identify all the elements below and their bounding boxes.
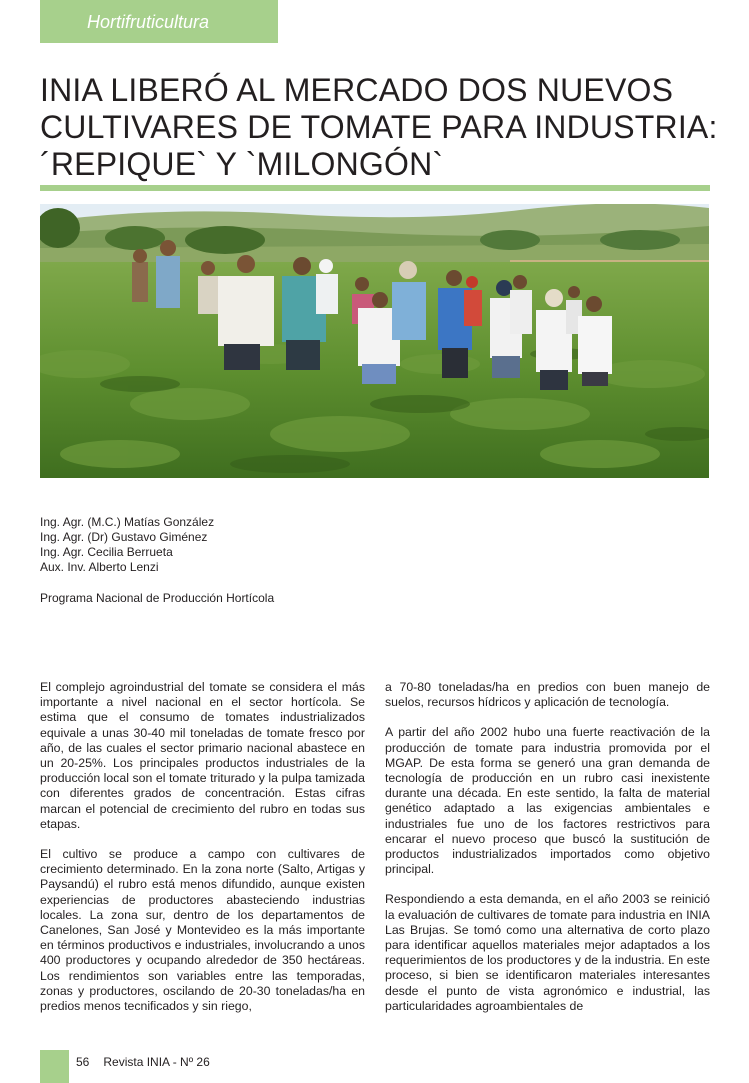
section-tab <box>40 0 278 43</box>
paragraph: El cultivo se produce a campo con cultivares de crecimiento determinado. En la zona norte (Salto, Artigas y Paysandú) el rubro está menos difundido, aunque existen experiencias de productores abasteciendo industrias locales. La zona sur, dentro de los departamentos de Canelones, San José y Montevideo es la más importante en términos productivos e industriales, involucrando a unos 400 productores y ocupando alrededor de 350 hectáreas. Los rendimientos son variables entre las temporadas, zonas y productores, oscilando de 20-30 toneladas/ha en predios menos tecnificados y sin riego, <box>40 847 365 1014</box>
article-photo <box>40 204 709 478</box>
paragraph: a 70-80 toneladas/ha en predios con buen manejo de suelos, recursos hídricos y aplicación de tecnología. <box>385 680 710 710</box>
title-line: CULTIVARES DE TOMATE PARA INDUSTRIA: <box>40 109 718 145</box>
body-column-right <box>385 680 710 1029</box>
author: Ing. Agr. (Dr) Gustavo Giménez <box>40 530 208 544</box>
paragraph: El complejo agroindustrial del tomate se considera el más importante a nivel nacional en el sector hortícola. Se estima que el consumo de tomates industrializados equivale a unas 30-40 mil toneladas de tomate fresco por año, de las cuales el sector primario nacional abastece en un 20-25%. Los principales productos industriales de la producción local son el tomate triturado y la pulpa tamizada con diferentes grados de concentración. Estas cifras marcan el potencial de crecimiento del rubro en todas sus etapas. <box>40 680 365 831</box>
author: Ing. Agr. Cecilia Berrueta <box>40 545 173 559</box>
page-number: 56 <box>76 1055 90 1069</box>
title-line: INIA LIBERÓ AL MERCADO DOS NUEVOS <box>40 72 674 108</box>
paragraph: A partir del año 2002 hubo una fuerte reactivación de la producción de tomate para industria promovida por el MGAP. De esta forma se generó una gran demanda de tecnología de producción en un rubro casi inexistente durante una década. En este sentido, la falta de material genético adaptado a las exigencias ambientales e industriales fue uno de los factores restrictivos para encarar el nuevo proceso que buscó la sustitución de productos industrializados importados como objetivo principal. <box>385 725 710 877</box>
author-list <box>40 515 214 575</box>
page-footer <box>76 1055 210 1069</box>
title-divider <box>40 185 710 191</box>
author: Aux. Inv. Alberto Lenzi <box>40 560 159 574</box>
paragraph: Respondiendo a esta demanda, en el año 2003 se reinició la evaluación de cultivares de tomate para industria en INIA Las Brujas. Se tomó como una alternativa de corto plazo para identificar aquellos materiales mejor adaptados a los requerimientos de los productores y de la industria. En este proceso, si bien se identificaron materiales interesantes desde el punto de vista agronómico e industrial, las particularidades agroambientales de <box>385 892 710 1013</box>
section-label: Hortifruticultura <box>87 12 210 32</box>
publication-name: Revista INIA - Nº 26 <box>103 1055 210 1069</box>
author: Ing. Agr. (M.C.) Matías González <box>40 515 215 529</box>
footer-tab <box>40 1050 69 1083</box>
body-column-left <box>40 680 365 1029</box>
title-line: ´REPIQUE` Y `MILONGÓN` <box>40 146 444 182</box>
program-name: Programa Nacional de Producción Hortícola <box>40 591 275 605</box>
article-title <box>40 72 730 183</box>
